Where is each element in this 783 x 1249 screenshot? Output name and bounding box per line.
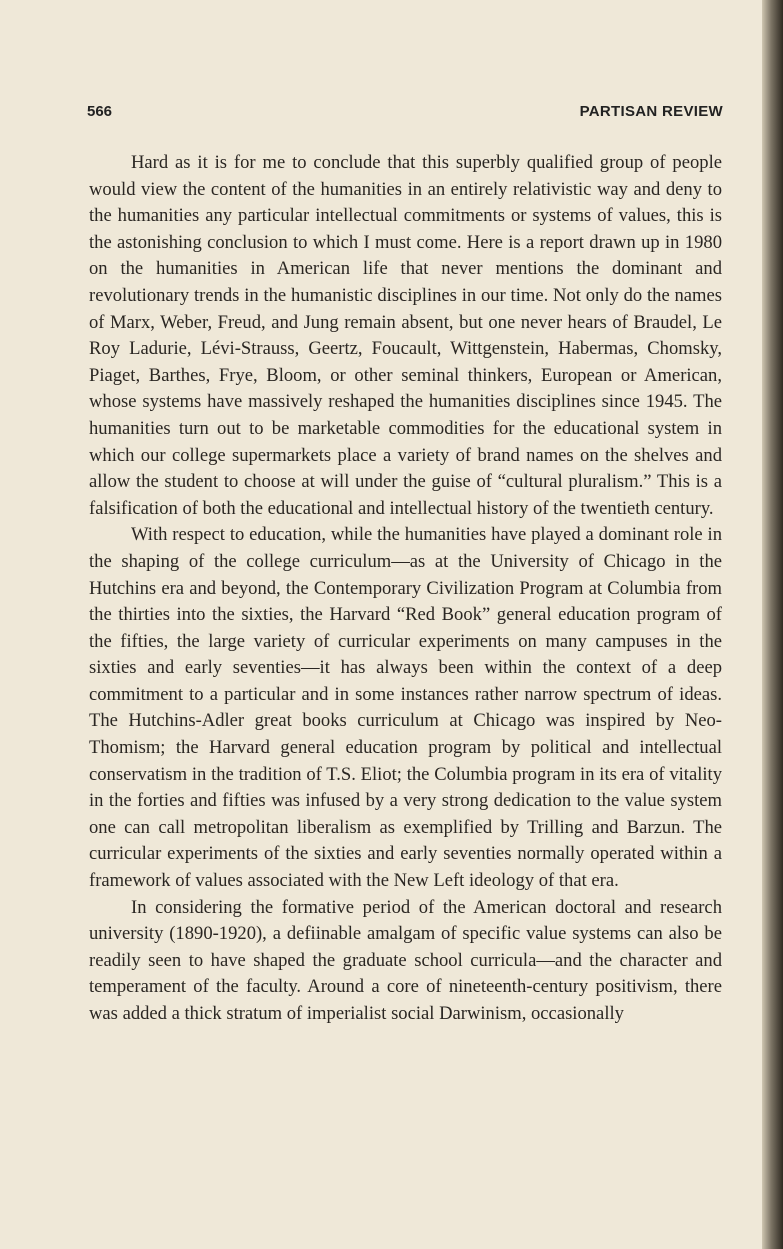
book-spine-shadow	[762, 0, 783, 1249]
body-text	[89, 150, 722, 1028]
paragraph-2: With respect to education, while the humanities have played a dominant role in the shaping of the college curriculum—as at the University of Chicago in the Hutchins era and beyond, the Contemporary Civilization Program at Columbia from the thirties into the sixties, the Harvard “Red Book” general education program of the fifties, the large variety of curricular experiments on many campuses in the sixties and early seventies—it has always been within the context of a deep commitment to a particular and in some instances rather narrow spectrum of ideas. The Hutchins-Adler great books curriculum at Chicago was inspired by Neo-Thomism; the Harvard general education program by political and intellectual conservatism in the tradition of T.S. Eliot; the Columbia program in its era of vitality in the forties and fifties was infused by a very strong dedication to the value system one can call metropolitan liberalism as exemplified by Trilling and Barzun. The curricular experiments of the sixties and early seventies normally operated within a framework of values associated with the New Left ideology of that era.	[89, 524, 722, 892]
running-header	[87, 103, 723, 125]
paragraph-1: Hard as it is for me to conclude that this superbly qualified group of people would view the content of the humanities in an entirely relativistic way and deny to the humanities any particular intellectual commitments or systems of values, this is the astonishing conclusion to which I must come. Here is a report drawn up in 1980 on the humanities in American life that never mentions the dominant and revolutionary trends in the humanistic disciplines in our time. Not only do the names of Marx, Weber, Freud, and Jung remain absent, but one never hears of Braudel, Le Roy Ladurie, Lévi-Strauss, Geertz, Foucault, Wittgenstein, Habermas, Chomsky, Piaget, Barthes, Frye, Bloom, or other seminal thinkers, European or American, whose systems have massively reshaped the humanities disciplines since 1945. The humanities turn out to be marketable commodities for the educational system in which our college supermarkets place a variety of brand names on the shelves and allow the student to choose at will under the guise of “cultural pluralism.” This is a falsification of both the educational and intellectual history of the twentieth century.	[89, 152, 722, 519]
page-number: 566	[87, 103, 113, 120]
paragraph-3: In considering the formative period of the American doctoral and research university (1890-1920), a defiinable amalgam of specific value systems can also be readily seen to have shaped the graduate school curricula—and the character and temperament of the faculty. Around a core of nineteenth-century positivism, there was added a thick stratum of imperialist social Darwinism, occasionally	[89, 896, 722, 1024]
journal-title: PARTISAN REVIEW	[579, 103, 723, 120]
